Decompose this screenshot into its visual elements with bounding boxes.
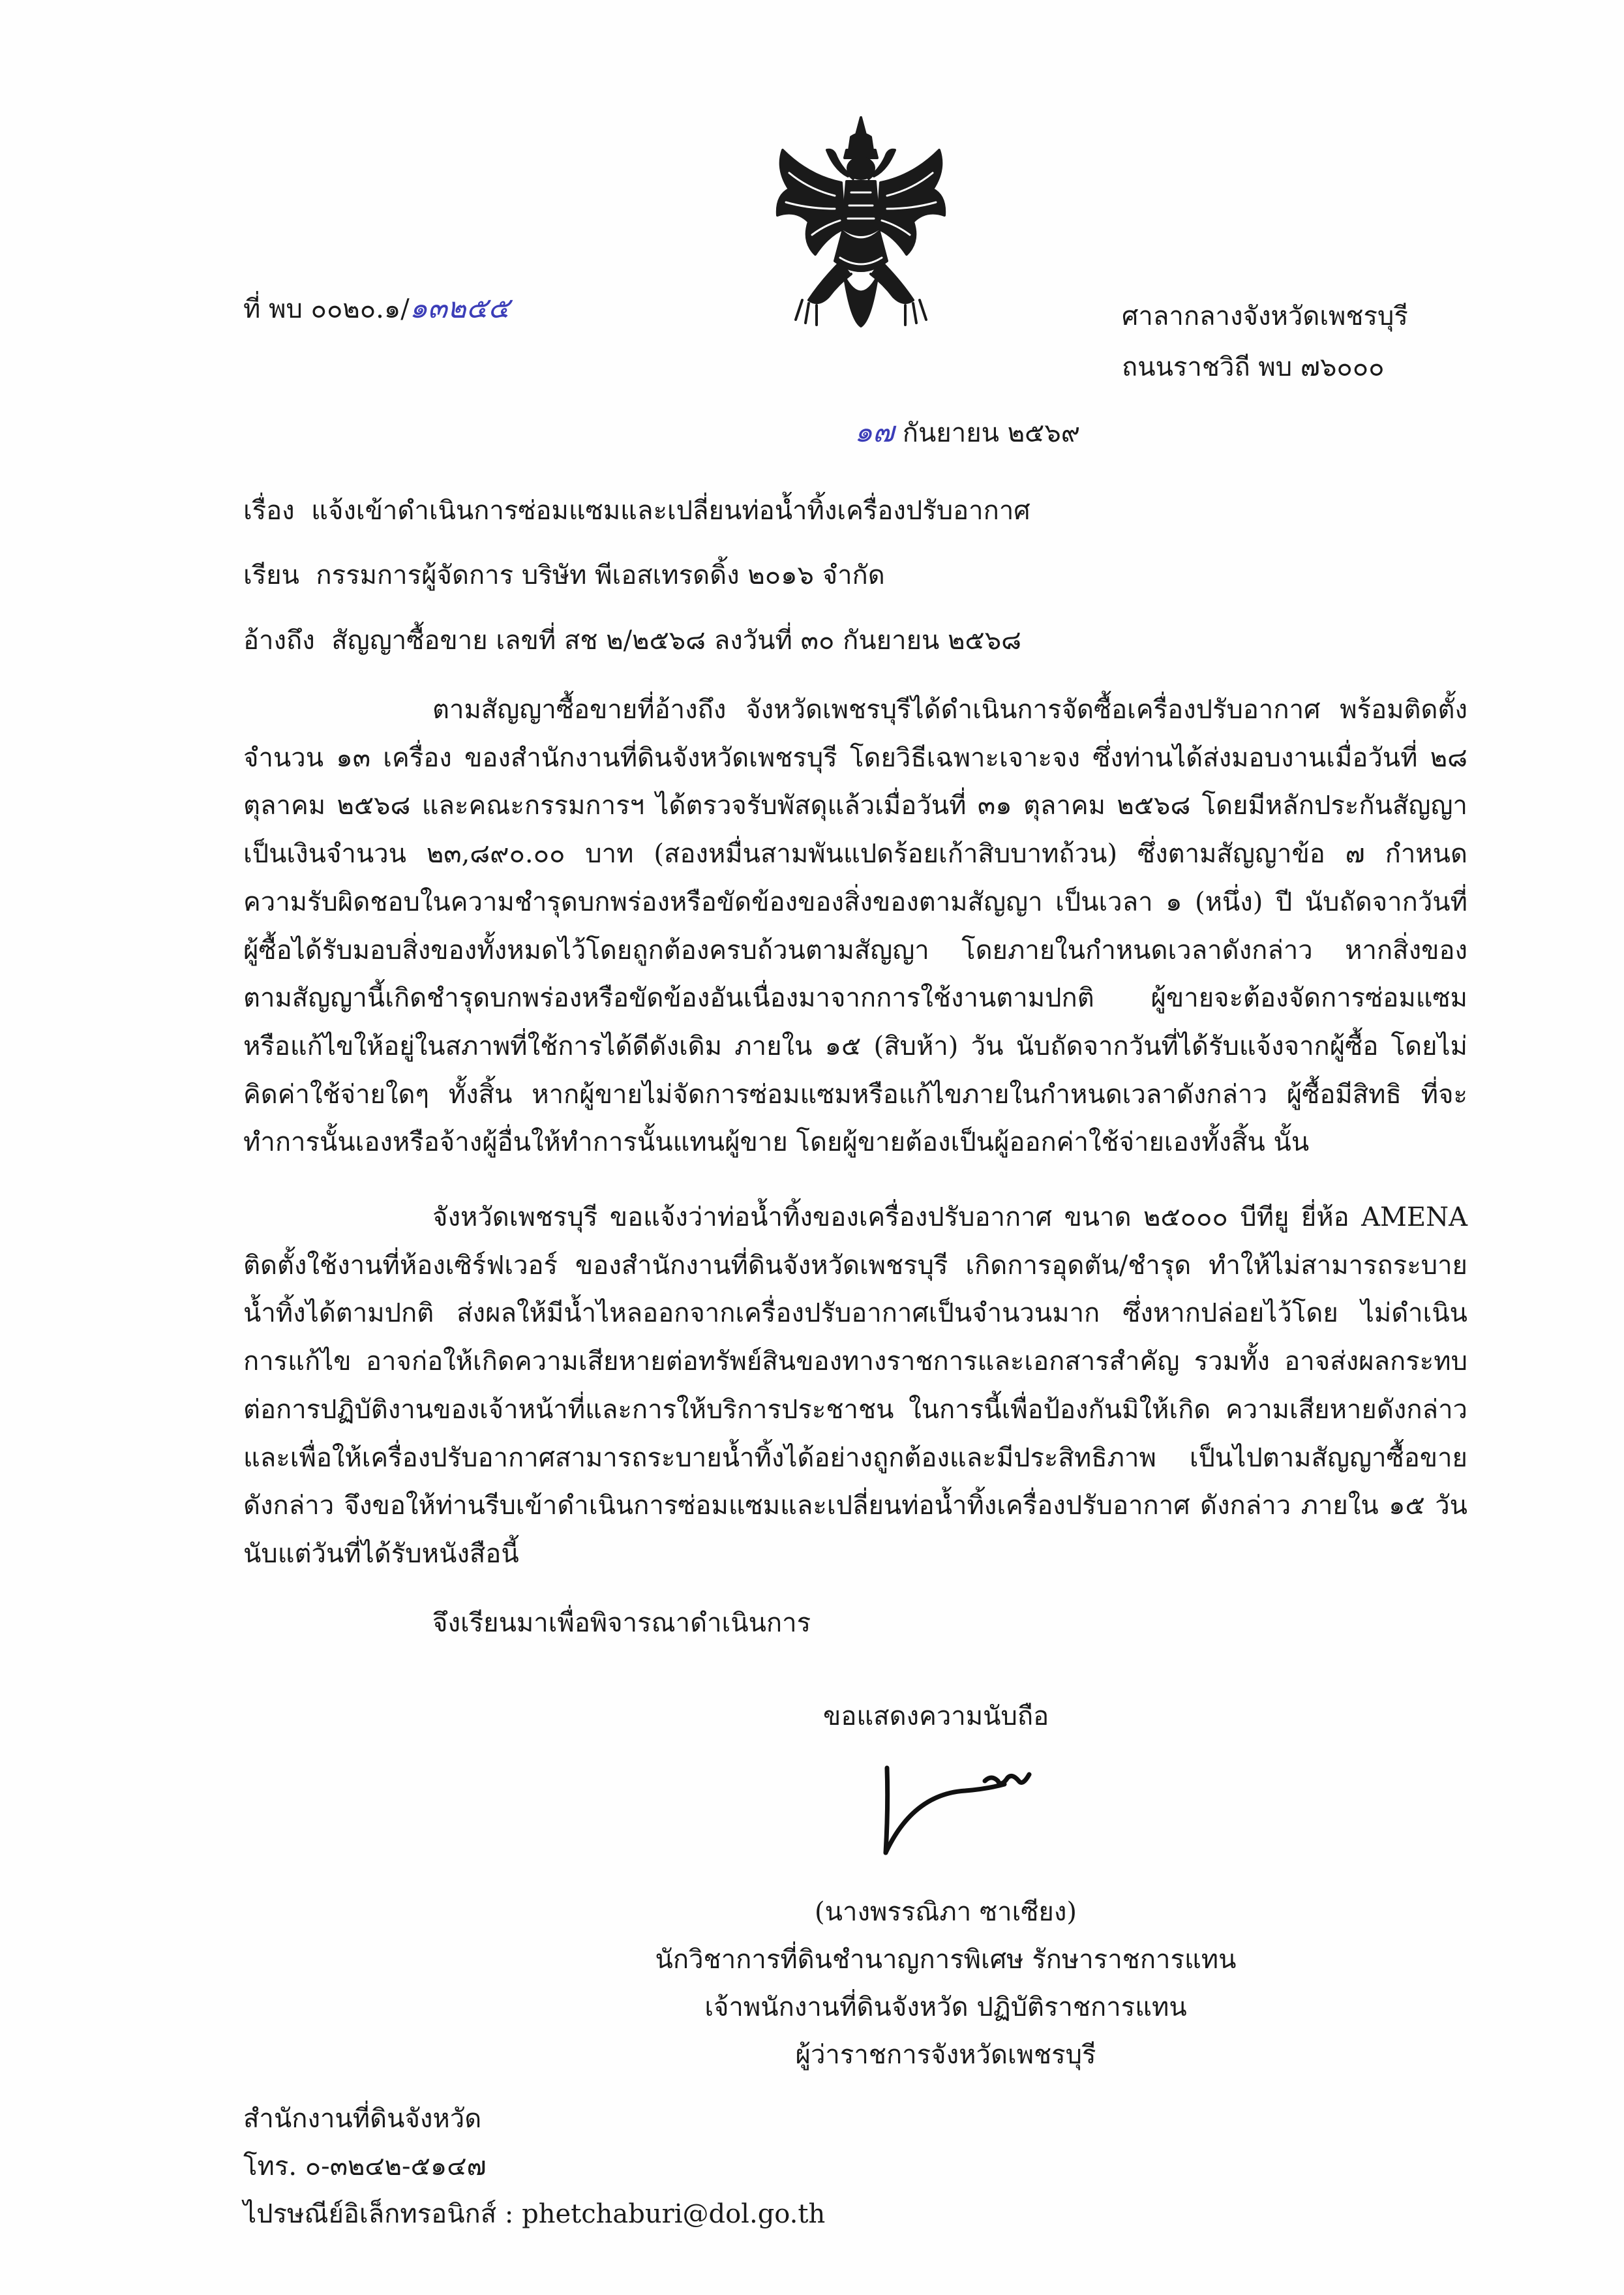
subject-text: แจ้งเข้าดำเนินการซ่อมแซมและเปลี่ยนท่อน้ำทิ้งเครื่องปรับอากาศ [311, 496, 1030, 526]
reference-text: สัญญาซื้อขาย เลขที่ สช ๒/๒๕๖๘ ลงวันที่ ๓๐ กันยายน ๒๕๖๘ [331, 626, 1021, 656]
office-name: ศาลากลางจังหวัดเพชรบุรี [1122, 301, 1408, 331]
footer-contact [243, 2095, 825, 2238]
date-day-handwritten: ๑๗ [854, 416, 895, 449]
recipient-line [243, 559, 885, 592]
garuda-emblem-icon [763, 111, 959, 333]
reference-number-handwritten: ๑๓๒๕๕ [409, 292, 510, 325]
footer-phone: โทร. ๐-๓๒๔๒-๕๑๔๗ [243, 2151, 487, 2181]
office-address: ถนนราชวิถี พบ ๗๖๐๐๐ [1122, 352, 1385, 382]
recipient-label: เรียน [243, 560, 299, 590]
signer-block [554, 1889, 1337, 2079]
reference-line [243, 624, 1021, 657]
recipient-text: กรรมการผู้จัดการ บริษัท พีเอสเทรดดิ้ง ๒๐๑๖ จำกัด [316, 560, 885, 590]
signer-name: (นางพรรณิภา ซาเซียง) [815, 1897, 1077, 1927]
signer-title-2: เจ้าพนักงานที่ดินจังหวัด ปฏิบัติราชการแทน [704, 1992, 1187, 2022]
subject-line [243, 494, 1030, 527]
letter-date [854, 416, 1080, 449]
date-month-year: กันยายน ๒๕๖๙ [902, 418, 1081, 448]
body-paragraph-1: ตามสัญญาซื้อขายที่อ้างถึง จังหวัดเพชรบุรีได้ดำเนินการจัดซื้อเครื่องปรับอากาศ พร้อมติดตั้ง จำนวน ๑๓ เครื่อง ของสำนักงานที่ดินจังหวัดเพชรบุรี โดยวิธีเฉพาะเจาะจง ซึ่งท่านได้ส่งมอบงานเมื่อวันที่ ๒๘ ตุลาคม ๒๕๖๘ และคณะกรรมการฯ ได้ตรวจรับพัสดุแล้วเมื่อวันที่ ๓๑ ตุลาคม ๒๕๖๘ โดยมีหลักประกันสัญญา เป็นเงินจำนวน ๒๓,๘๙๐.๐๐ บาท (สองหมื่นสามพันแปดร้อยเก้าสิบบาทถ้วน) ซึ่งตามสัญญาข้อ ๗ กำหนด ความรับผิดชอบในความชำรุดบกพร่องหรือขัดข้องของสิ่งของตามสัญญา เป็นเวลา ๑ (หนึ่ง) ปี นับถัดจากวันที่ ผู้ซื้อได้รับมอบสิ่งของทั้งหมดไว้โดยถูกต้องครบถ้วนตามสัญญา โดยภายในกำหนดเวลาดังกล่าว หากสิ่งของ ตามสัญญานี้เกิดชำรุดบกพร่องหรือขัดข้องอันเนื่องมาจากการใช้งานตามปกติ ผู้ขายจะต้องจัดการซ่อมแซม หรือแก้ไขให้อยู่ในสภาพที่ใช้การได้ดีดังเดิม ภายใน ๑๕ (สิบห้า) วัน นับถัดจากวันที่ได้รับแจ้งจากผู้ซื้อ โดยไม่คิดค่าใช้จ่ายใดๆ ทั้งสิ้น หากผู้ขายไม่จัดการซ่อมแซมหรือแก้ไขภายในกำหนดเวลาดังกล่าว ผู้ซื้อมีสิทธิ ที่จะทำการนั้นเองหรือจ้างผู้อื่นให้ทำการนั้นแทนผู้ขาย โดยผู้ขายต้องเป็นผู้ออกค่าใช้จ่ายเองทั้งสิ้น นั้น [243, 695, 1468, 1158]
salutation: ขอแสดงความนับถือ [823, 1701, 1049, 1731]
reference-label: อ้างถึง [243, 626, 315, 656]
signer-title-3: ผู้ว่าราชการจังหวัดเพชรบุรี [795, 2040, 1096, 2070]
closing-request: จึงเรียนมาเพื่อพิจารณาดำเนินการ [432, 1608, 811, 1638]
reference-number-prefix: ที่ พบ ๐๐๒๐.๑/ [243, 294, 410, 324]
body-paragraph-2: จังหวัดเพชรบุรี ขอแจ้งว่าท่อน้ำทิ้งของเครื่องปรับอากาศ ขนาด ๒๕๐๐๐ บีทียู ยี่ห้อ AMENA ติดตั้งใช้งานที่ห้องเซิร์ฟเวอร์ ของสำนักงานที่ดินจังหวัดเพชรบุรี เกิดการอุดตัน/ชำรุด ทำให้ไม่สามารถระบาย น้ำทิ้งได้ตามปกติ ส่งผลให้มีน้ำไหลออกจากเครื่องปรับอากาศเป็นจำนวนมาก ซึ่งหากปล่อยไว้โดย ไม่ดำเนินการแก้ไข อาจก่อให้เกิดความเสียหายต่อทรัพย์สินของทางราชการและเอกสารสำคัญ รวมทั้ง อาจส่งผลกระทบต่อการปฏิบัติงานของเจ้าหน้าที่และการให้บริการประชาชน ในการนี้เพื่อป้องกันมิให้เกิด ความเสียหายดังกล่าว และเพื่อให้เครื่องปรับอากาศสามารถระบายน้ำทิ้งได้อย่างถูกต้องและมีประสิทธิภาพ เป็นไปตามสัญญาซื้อขายดังกล่าว จึงขอให้ท่านรีบเข้าดำเนินการซ่อมแซมและเปลี่ยนท่อน้ำทิ้งเครื่องปรับอากาศ ดังกล่าว ภายใน ๑๕ วัน นับแต่วันที่ได้รับหนังสือนี้ [243, 1202, 1468, 1569]
handwritten-signature [874, 1755, 1044, 1866]
reference-number [243, 292, 509, 326]
subject-label: เรื่อง [243, 496, 295, 526]
signer-title-1: นักวิชาการที่ดินชำนาญการพิเศษ รักษาราชการแทน [655, 1945, 1237, 1975]
footer-office: สำนักงานที่ดินจังหวัด [243, 2104, 482, 2134]
footer-email: ไปรษณีย์อิเล็กทรอนิกส์ : phetchaburi@dol.go.th [243, 2199, 826, 2229]
